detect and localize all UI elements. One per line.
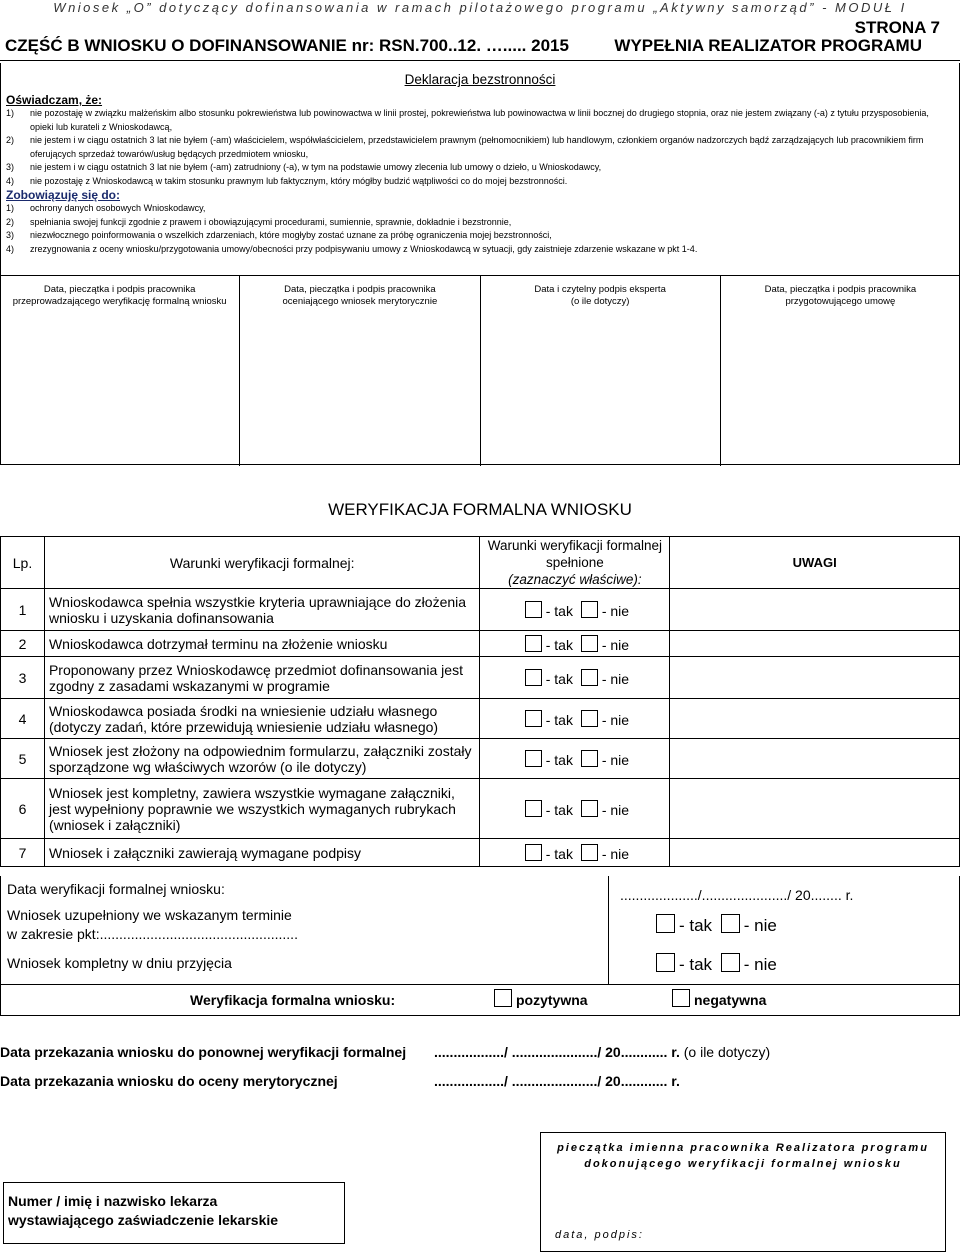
checkbox-yes[interactable] [656,953,675,972]
top-divider [0,60,960,61]
checkbox-yes[interactable] [525,710,542,727]
merit-date[interactable]: ................../ ....................../ 20............ r. [434,1073,680,1089]
verification-title: WERYFIKACJA FORMALNA WNIOSKU [328,500,632,519]
notes-cell[interactable] [670,589,960,631]
table-row: 2 Wnioskodawca dotrzymał terminu na złożenie wniosku - tak - nie [1,631,960,657]
table-row: 7 Wniosek i załączniki zawierają wymagane podpisy - tak - nie [1,839,960,867]
commitment-title: Zobowiązuję się do: [6,188,121,202]
notes-cell[interactable] [670,657,960,699]
section-title: CZĘŚĆ B WNIOSKU O DOFINANSOWANIE nr: RSN.700..12. …..... 2015 [5,36,569,55]
col-met-header: Warunki weryfikacji formalnej spełnione (zaznaczyć właściwe): [480,537,670,589]
result-positive: pozytywna [490,989,588,1008]
supplement-points[interactable]: w zakresie pkt:................................................... [7,926,298,942]
signature-row [0,275,960,466]
signature-field[interactable]: Data i czytelny podpis eksperta (o ile dotyczy) [481,276,721,466]
commitment-item: 4) zrezygnowania z oceny wniosku/przygotowania umowy/obecności przy podpisywaniu umowy z Wnioskodawcą w sytuacji, gdy zaistnieje zdarzenie wskazane w pkt 1-4. [6,243,698,254]
doctor-box[interactable]: Numer / imię i nazwisko lekarza wystawiającego zaświadczenie lekarskie [3,1182,345,1244]
resubmit-date[interactable]: ................../ ....................../ 20............ r. (o ile dotyczy) [434,1044,771,1060]
checkbox-yes[interactable] [656,914,675,933]
supplement-label: Wniosek uzupełniony we wskazanym terminie [7,907,292,923]
merit-label: Data przekazania wniosku do oceny merytorycznej [0,1073,338,1089]
commitment-item: 2) spełniania swojej funkcji zgodnie z prawem i obowiązującymi procedurami, sumiennie, sprawnie, dokładnie i bezstronnie, [6,216,512,227]
table-row: 1 Wnioskodawca spełnia wszystkie kryteria uprawniające do złożenia wniosku i uzyskania dofinansowania - tak - nie [1,589,960,631]
signature-field[interactable]: Data, pieczątka i podpis pracownika przeprowadzającego weryfikację formalną wniosku [0,276,240,466]
verification-table [0,536,960,867]
col-notes-header: UWAGI [670,537,960,589]
commitment-item: 1) ochrony danych osobowych Wnioskodawcy, [6,203,206,213]
notes-cell[interactable] [670,779,960,839]
complete-label: Wniosek kompletny w dniu przyjęcia [7,955,232,971]
commitment-item: 3) niezwłocznego poinformowania o wszelkich zdarzeniach, które mogłyby zostać uznane za próbę ograniczenia mojej bezstronności, [6,230,552,240]
date-value[interactable]: ..................../....................../ 20........ r. [620,887,854,903]
declaration-item: 3) nie jestem i w ciągu ostatnich 3 lat nie byłem (-am) zatrudniony (-a), w tym na podstawie umowy zlecenia lub umowy o dzieło, u Wnioskodawcy, [6,162,602,172]
checkbox-no[interactable] [581,844,598,861]
notes-cell[interactable] [670,739,960,779]
declaration-list [6,107,951,256]
declaration-item: 1) nie pozostaję w związku małżeńskim albo stosunku pokrewieństwa lub powinowactwa w linii prostej, pokrewieństwa lub powinowactwa w linii bocznej do drugiego stopnia, oraz nie jestem związany (-a) z tytułu przysposobienia, opieki lub kurateli z Wnioskodawcą, [6,108,929,132]
checkbox-yes[interactable] [525,800,542,817]
stamp-box[interactable]: pieczątka imienna pracownika Realizatora programu dokonującego weryfikacji formalnej wniosku data, podpis: [540,1132,946,1252]
checkbox-yes[interactable] [525,635,542,652]
checkbox-yes[interactable] [525,601,542,618]
resubmit-label: Data przekazania wniosku do ponownej weryfikacji formalnej [0,1044,407,1060]
checkbox-negative[interactable] [672,989,690,1007]
checkbox-no[interactable] [581,669,598,686]
result-label: Weryfikacja formalna wniosku: [190,992,396,1008]
checkbox-no[interactable] [721,914,740,933]
filled-by-label: WYPEŁNIA REALIZATOR PROGRAMU [614,36,922,55]
checkbox-yes[interactable] [525,750,542,767]
checkbox-yes[interactable] [525,844,542,861]
checkbox-no[interactable] [581,800,598,817]
table-row: 5 Wniosek jest złożony na odpowiednim formularzu, załączniki zostały sporządzone wg właściwych wzorów (o ile dotyczy) - tak - nie [1,739,960,779]
complete-choice: - tak - nie [652,953,777,975]
col-conditions-header: Warunki weryfikacji formalnej: [44,537,480,589]
col-lp-header: Lp. [1,537,45,589]
notes-cell[interactable] [670,631,960,657]
supplement-choice: - tak - nie [652,914,777,936]
checkbox-positive[interactable] [494,989,512,1007]
checkbox-no[interactable] [581,710,598,727]
summary-hline [0,984,960,985]
signature-field[interactable]: Data, pieczątka i podpis pracownika przygotowującego umowę [764,284,917,307]
result-negative: negatywna [668,989,766,1008]
table-row: 3 Proponowany przez Wnioskodawcę przedmiot dofinansowania jest zgodny z zasadami wskazanymi w programie - tak - nie [1,657,960,699]
declaration-item: 4) nie pozostaję z Wnioskodawcą w takim stosunku prawnym lub faktycznym, który mógłby budzić wątpliwości co do mojej bezstronności. [6,175,568,186]
notes-cell[interactable] [670,699,960,739]
declaration-intro: Oświadczam, że: [6,93,103,107]
header-italic-title: Wniosek „O” dotyczący dofinansowania w ramach pilotażowego programu „Aktywny samorząd” - MODUŁ I [53,0,907,15]
checkbox-no[interactable] [581,601,598,618]
signature-field[interactable]: Data, pieczątka i podpis pracownika oceniającego wniosek merytorycznie [240,276,480,466]
table-row: 4 Wnioskodawca posiada środki na wniesienie udziału własnego (dotyczy zadań, które przewidują wniesienie udziału własnego) - tak - nie [1,699,960,739]
checkbox-no[interactable] [581,750,598,767]
checkbox-no[interactable] [581,635,598,652]
page-number: STRONA 7 [854,18,940,37]
table-row: 6 Wniosek jest kompletny, zawiera wszystkie wymagane załączniki, jest wypełniony poprawnie we wszystkich wymaganych rubrykach (wniosek i załączniki) - tak - nie [1,779,960,839]
summary-divider [608,876,609,984]
date-label: Data weryfikacji formalnej wniosku: [7,881,225,897]
declaration-item: 2) nie jestem i w ciągu ostatnich 3 lat nie byłem (-am) właścicielem, współwłaścicielem, przedstawicielem prawnym (pełnomocnikiem) lub handlowym, członkiem organów nadzorczych bądź zarządzających lub pracownikiem firm oferujących sprzedaż towarów/usług będących przedmiotem wniosku, [6,135,924,159]
declaration-title: Deklaracja bezstronności [404,72,556,87]
table-header-row [1,537,960,589]
checkbox-yes[interactable] [525,669,542,686]
checkbox-no[interactable] [721,953,740,972]
notes-cell[interactable] [670,839,960,867]
